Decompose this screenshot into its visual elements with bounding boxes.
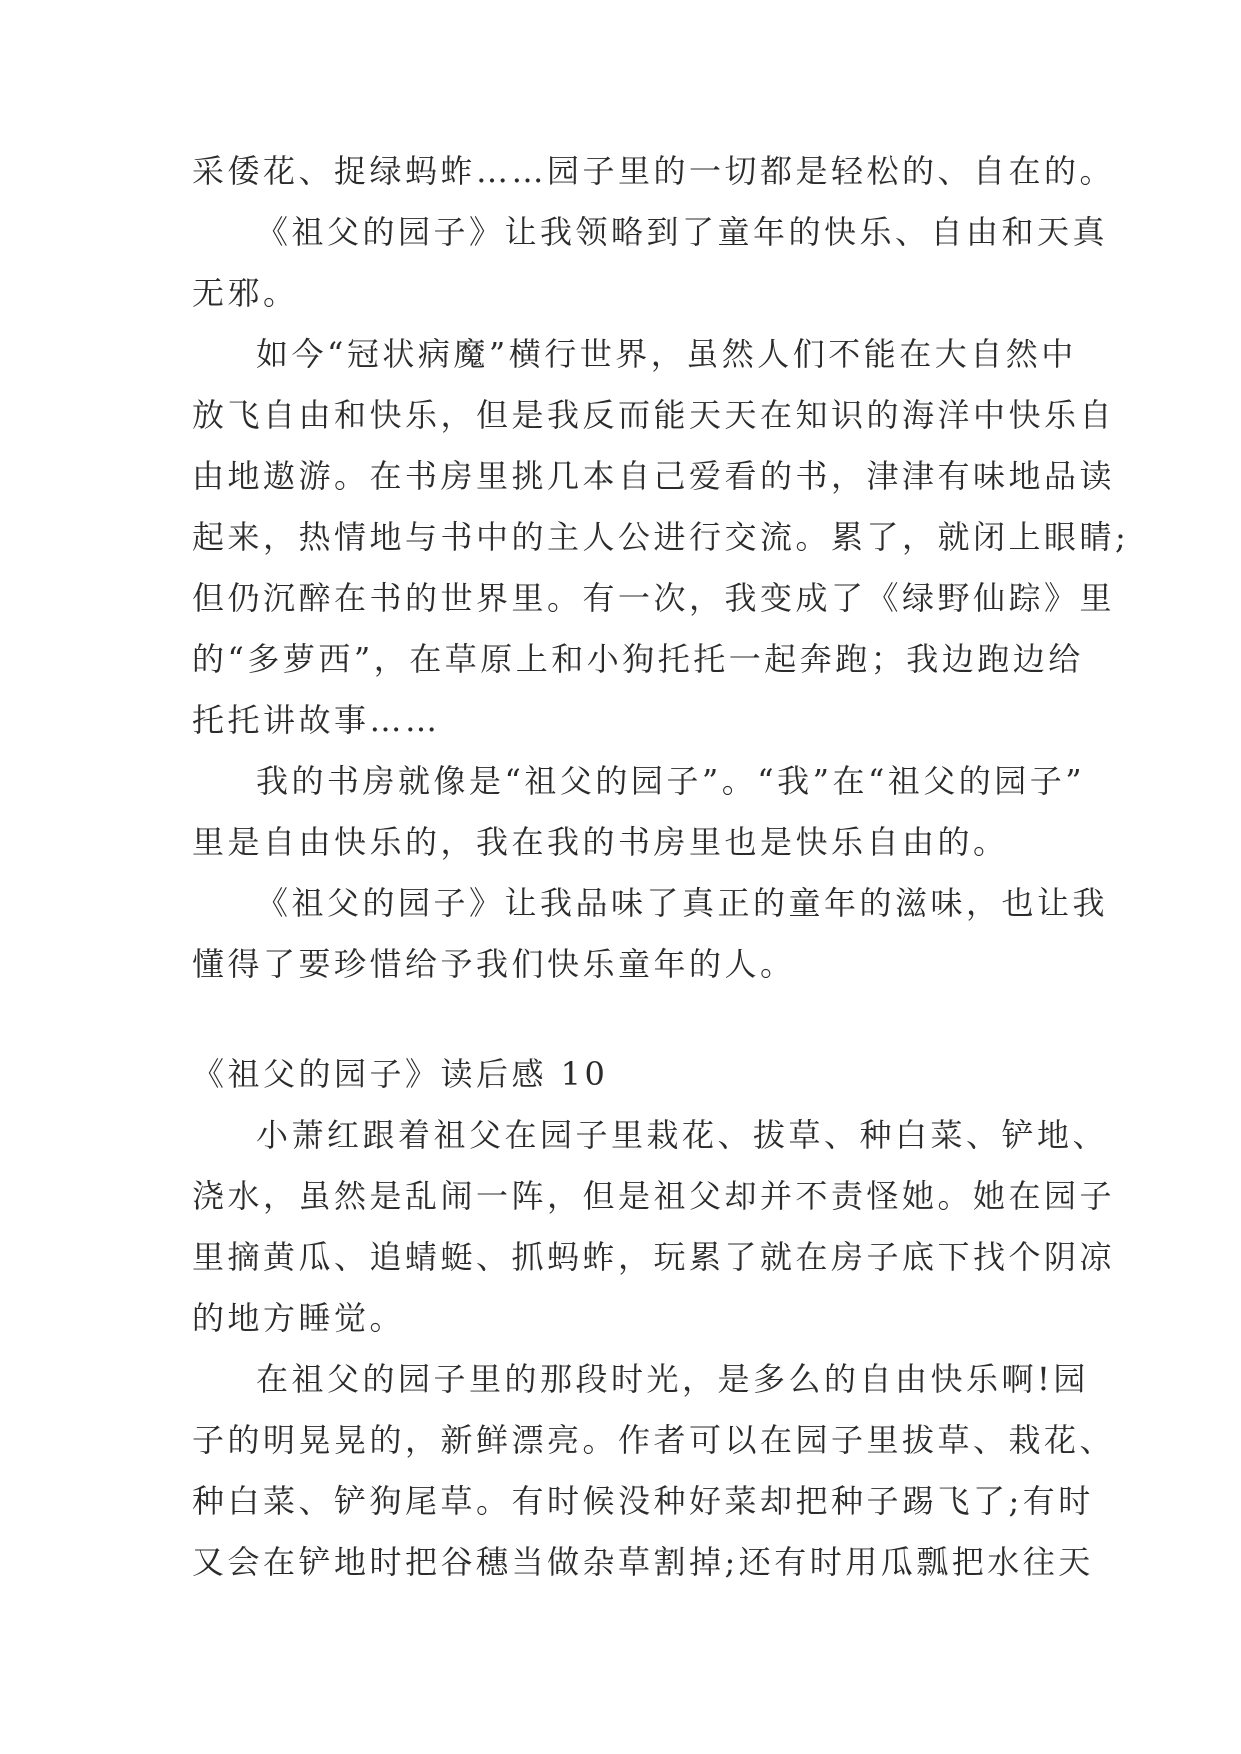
paragraph-line: 的地方睡觉。 xyxy=(192,1299,406,1337)
paragraph-line: 《祖父的园子》让我领略到了童年的快乐、自由和天真 xyxy=(256,213,1109,251)
paragraph-line: 托托讲故事…… xyxy=(192,701,441,739)
paragraph-line: 里是自由快乐的，我在我的书房里也是快乐自由的。 xyxy=(192,823,1009,861)
paragraph-line: 但仍沉醉在书的世界里。有一次，我变成了《绿野仙踪》里 xyxy=(192,579,1116,617)
paragraph-line: 《祖父的园子》让我品味了真正的童年的滋味，也让我 xyxy=(256,884,1109,922)
paragraph-line: 懂得了要珍惜给予我们快乐童年的人。 xyxy=(192,945,796,983)
paragraph-line: 起来，热情地与书中的主人公进行交流。累了，就闭上眼睛; xyxy=(192,518,1130,556)
paragraph-line: 种白菜、铲狗尾草。有时候没种好菜却把种子踢飞了;有时 xyxy=(192,1482,1094,1520)
paragraph-line: 由地遨游。在书房里挑几本自己爱看的书，津津有味地品读 xyxy=(192,457,1116,495)
paragraph-line: 如今“冠状病魔”横行世界，虽然人们不能在大自然中 xyxy=(256,335,1077,373)
paragraph-line: 采倭花、捉绿蚂蚱……园子里的一切都是轻松的、自在的。 xyxy=(192,152,1116,190)
paragraph-line: 放飞自由和快乐，但是我反而能天天在知识的海洋中快乐自 xyxy=(192,396,1116,434)
paragraph-line: 浇水，虽然是乱闹一阵，但是祖父却并不责怪她。她在园子 xyxy=(192,1177,1116,1215)
paragraph-line: 又会在铲地时把谷穗当做杂草割掉;还有时用瓜瓢把水往天 xyxy=(192,1543,1094,1581)
paragraph-line: 里摘黄瓜、追蜻蜓、抓蚂蚱，玩累了就在房子底下找个阴凉 xyxy=(192,1238,1116,1276)
section-heading: 《祖父的园子》读后感 10 xyxy=(192,1055,609,1093)
paragraph-line: 的“多萝西”，在草原上和小狗托托一起奔跑；我边跑边给 xyxy=(192,640,1084,678)
paragraph-line: 在祖父的园子里的那段时光，是多么的自由快乐啊!园 xyxy=(256,1360,1089,1398)
paragraph-line: 我的书房就像是“祖父的园子”。“我”在“祖父的园子” xyxy=(256,762,1086,800)
paragraph-line: 小萧红跟着祖父在园子里栽花、拔草、种白菜、铲地、 xyxy=(256,1116,1109,1154)
paragraph-line: 无邪。 xyxy=(192,274,299,312)
paragraph-line: 子的明晃晃的，新鲜漂亮。作者可以在园子里拔草、栽花、 xyxy=(192,1421,1116,1459)
